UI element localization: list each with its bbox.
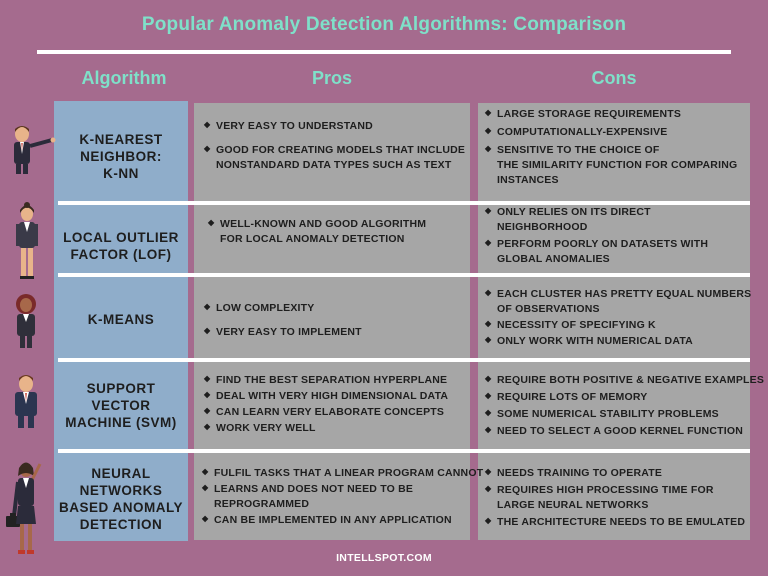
pros-item-line: REPROGRAMMED <box>214 498 310 510</box>
algorithm-name-knn <box>54 131 188 182</box>
algorithm-name-line: K-MEANS <box>87 312 155 327</box>
pros-item-line: VERY EASY TO IMPLEMENT <box>216 326 362 338</box>
pros-item-line: WORK VERY WELL <box>216 422 316 434</box>
bullet-icon: ◆ <box>485 408 492 417</box>
algorithm-name-line: LOCAL OUTLIER <box>63 230 179 245</box>
cons-item-line: GLOBAL ANOMALIES <box>497 253 610 265</box>
businessman-icon <box>10 372 42 430</box>
cons-item-line: INSTANCES <box>497 174 559 186</box>
cons-item-line: REQUIRES HIGH PROCESSING TIME FOR <box>497 484 714 496</box>
pros-item-line: FULFIL TASKS THAT A LINEAR PROGRAM CANNOT <box>214 467 484 479</box>
pros-item-line: CAN LEARN VERY ELABORATE CONCEPTS <box>216 406 445 418</box>
bullet-icon: ◆ <box>202 514 209 523</box>
footer-credit: INTELLSPOT.COM <box>336 552 432 564</box>
bullet-icon: ◆ <box>204 302 211 311</box>
bullet-icon: ◆ <box>485 484 492 493</box>
cons-item-line: SENSITIVE TO THE CHOICE OF <box>497 144 660 156</box>
cons-item-line: NEIGHBORHOOD <box>497 221 588 233</box>
woman-curly-hair-icon <box>12 292 40 350</box>
bullet-icon: ◆ <box>485 126 492 135</box>
pros-item-line: DEAL WITH VERY HIGH DIMENSIONAL DATA <box>216 390 449 402</box>
cons-item-line: THE ARCHITECTURE NEEDS TO BE EMULATED <box>497 516 746 528</box>
bullet-icon: ◆ <box>485 206 492 215</box>
bullet-icon: ◆ <box>485 391 492 400</box>
pros-item-line: GOOD FOR CREATING MODELS THAT INCLUDE <box>216 144 466 156</box>
cons-item-line: NEEDS TRAINING TO OPERATE <box>497 467 663 479</box>
bullet-icon: ◆ <box>204 374 211 383</box>
row-divider <box>58 273 750 277</box>
cons-item-line: ONLY RELIES ON ITS DIRECT <box>497 206 651 218</box>
cons-item-line: NECESSITY OF SPECIFYING K <box>497 319 656 331</box>
page-title: Popular Anomaly Detection Algorithms: Comparison <box>141 14 627 35</box>
algorithm-name-kmeans <box>54 311 188 328</box>
title-divider <box>37 50 731 54</box>
cons-item-line: REQUIRE LOTS OF MEMORY <box>497 391 648 403</box>
algorithm-name-lof <box>54 229 188 263</box>
bullet-icon: ◆ <box>204 422 211 431</box>
cons-item-line: THE SIMILARITY FUNCTION FOR COMPARING <box>497 159 738 171</box>
algorithm-name-line: NEIGHBOR: <box>80 149 162 164</box>
cons-item-line: REQUIRE BOTH POSITIVE & NEGATIVE EXAMPLES <box>497 374 765 386</box>
bullet-icon: ◆ <box>485 374 492 383</box>
bullet-icon: ◆ <box>204 326 211 335</box>
pros-item-line: NONSTANDARD DATA TYPES SUCH AS TEXT <box>216 159 452 171</box>
header-cons: Cons <box>591 68 637 88</box>
bullet-icon: ◆ <box>485 108 492 117</box>
pros-item-line: VERY EASY TO UNDERSTAND <box>216 120 373 132</box>
bullet-icon: ◆ <box>485 467 492 476</box>
cons-item-line: SOME NUMERICAL STABILITY PROBLEMS <box>497 408 719 420</box>
bullet-icon: ◆ <box>204 390 211 399</box>
algorithm-name-svm <box>54 380 188 431</box>
algorithm-name-line: BASED ANOMALY <box>58 500 183 515</box>
algorithm-name-line: K-NEAREST <box>79 132 163 147</box>
cons-item-line: ONLY WORK WITH NUMERICAL DATA <box>497 335 693 347</box>
row-divider <box>58 358 750 362</box>
bullet-icon: ◆ <box>485 288 492 297</box>
cons-item-line: COMPUTATIONALLY-EXPENSIVE <box>497 126 668 138</box>
cons-item-line: EACH CLUSTER HAS PRETTY EQUAL NUMBERS <box>497 288 752 300</box>
pros-item-line: WELL-KNOWN AND GOOD ALGORITHM <box>220 218 427 230</box>
bullet-icon: ◆ <box>485 516 492 525</box>
algorithm-name-line: SUPPORT <box>86 381 156 396</box>
pros-item-line: CAN BE IMPLEMENTED IN ANY APPLICATION <box>214 514 452 526</box>
bullet-icon: ◆ <box>485 335 492 344</box>
cons-item-line: PERFORM POORLY ON DATASETS WITH <box>497 238 709 250</box>
algorithm-name-line: MACHINE (SVM) <box>65 415 177 430</box>
row-divider <box>58 449 750 453</box>
algorithm-name-line: DETECTION <box>79 517 163 532</box>
bullet-icon: ◆ <box>485 144 492 153</box>
businesswoman-standing-icon <box>12 202 42 280</box>
bullet-icon: ◆ <box>202 467 209 476</box>
algorithm-name-line: FACTOR (LOF) <box>70 247 172 262</box>
header-algorithm: Algorithm <box>81 68 167 88</box>
cons-item-line: LARGE NEURAL NETWORKS <box>497 499 649 511</box>
bullet-icon: ◆ <box>204 144 211 153</box>
cons-item-line: LARGE STORAGE REQUIREMENTS <box>497 108 682 120</box>
businesswoman-briefcase-icon <box>4 458 48 556</box>
bullet-icon: ◆ <box>485 238 492 247</box>
bullet-icon: ◆ <box>202 483 209 492</box>
algorithm-name-line: K-NN <box>103 166 139 181</box>
header-pros: Pros <box>311 68 353 88</box>
bullet-icon: ◆ <box>204 406 211 415</box>
businessman-pointing-icon <box>8 124 56 176</box>
pros-item-line: FIND THE BEST SEPARATION HYPERPLANE <box>216 374 448 386</box>
algorithm-name-neural-networks <box>54 465 188 533</box>
bullet-icon: ◆ <box>204 120 211 129</box>
bullet-icon: ◆ <box>485 425 492 434</box>
pros-item-line: FOR LOCAL ANOMALY DETECTION <box>220 233 405 245</box>
algorithm-name-line: NEURAL <box>91 466 151 481</box>
algorithm-name-line: VECTOR <box>91 398 151 413</box>
pros-item-line: LEARNS AND DOES NOT NEED TO BE <box>214 483 414 495</box>
algorithm-name-line: NETWORKS <box>79 483 163 498</box>
bullet-icon: ◆ <box>485 319 492 328</box>
pros-item-line: LOW COMPLEXITY <box>216 302 315 314</box>
cons-item-line: NEED TO SELECT A GOOD KERNEL FUNCTION <box>497 425 743 437</box>
cons-item-line: OF OBSERVATIONS <box>497 303 600 315</box>
bullet-icon: ◆ <box>208 218 215 227</box>
